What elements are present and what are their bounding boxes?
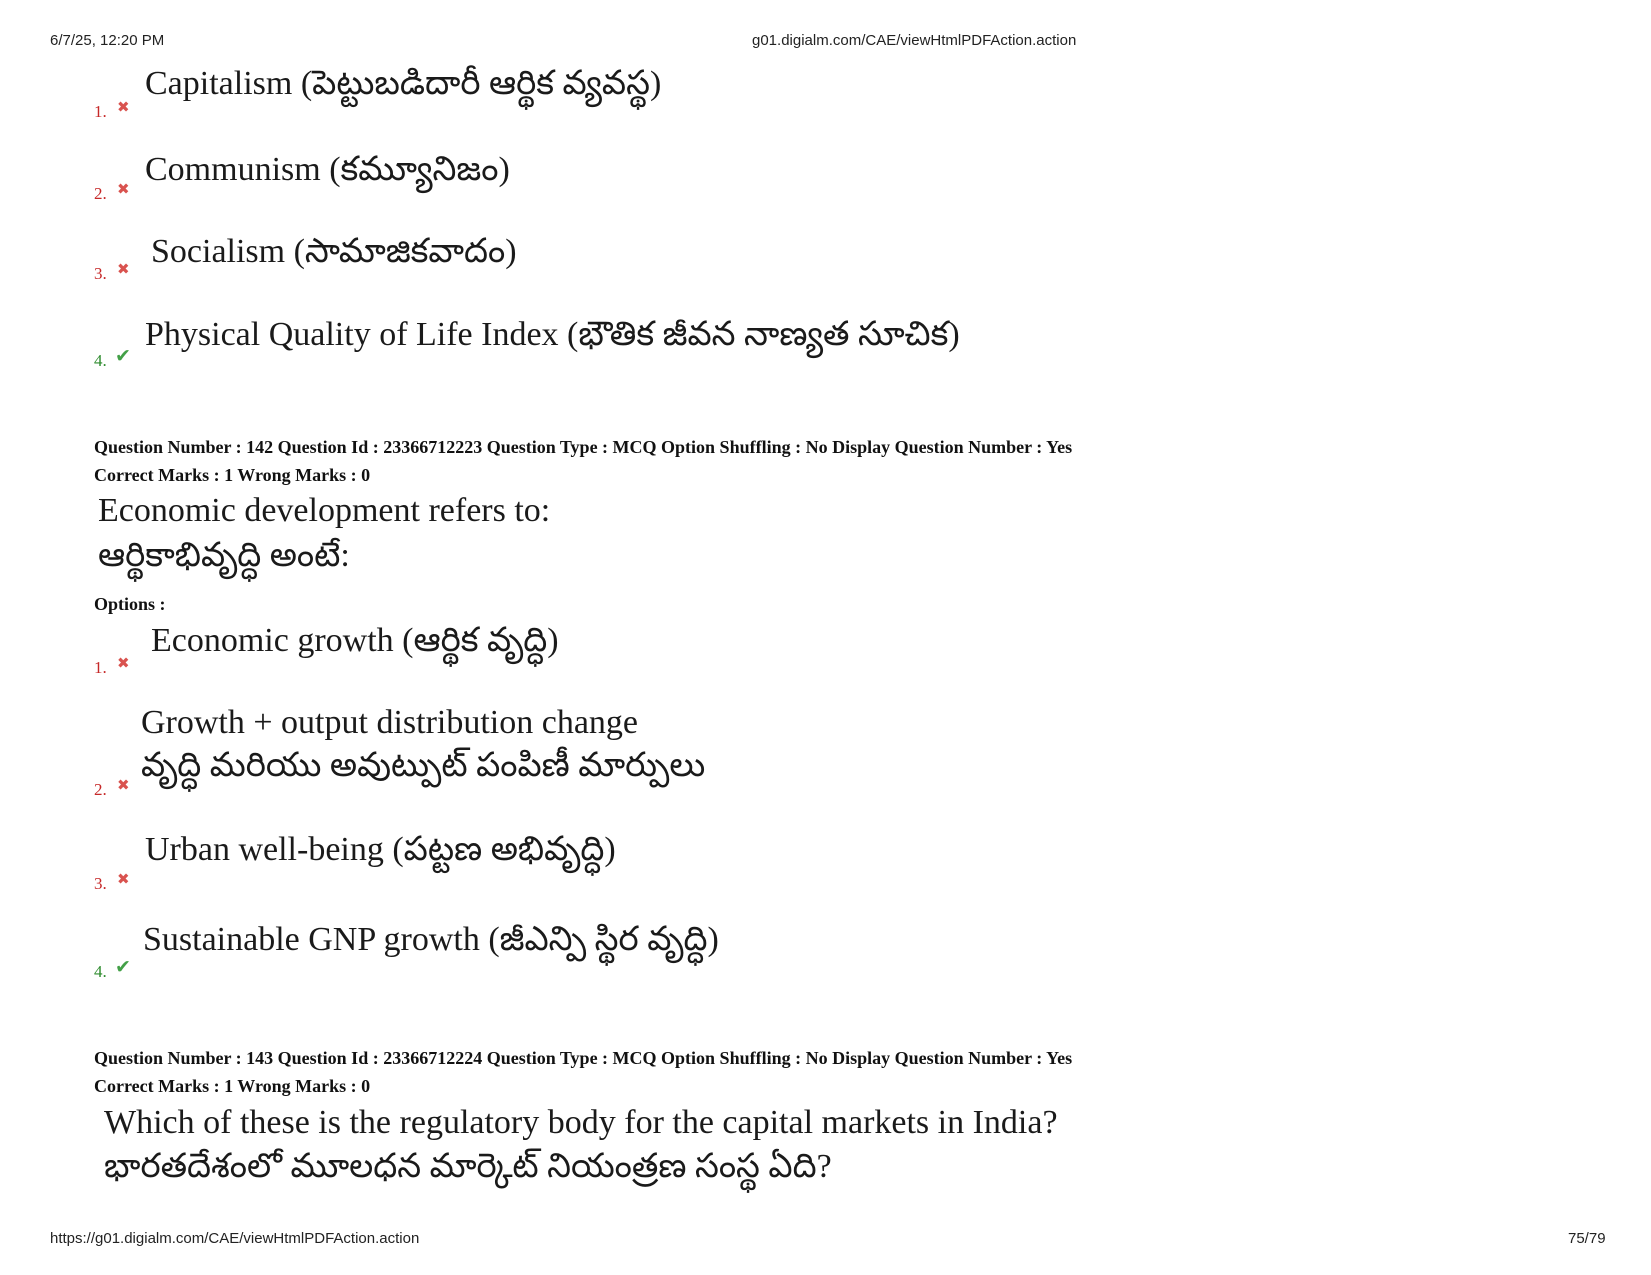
options-label: Options : — [94, 594, 166, 614]
cross-icon: ✖ — [117, 654, 130, 672]
check-icon: ✔ — [115, 956, 131, 978]
option-text: Communism (కమ్యూనిజం) — [145, 151, 510, 188]
option-number: 3. — [94, 874, 107, 893]
question-text-en: Economic development refers to: — [98, 492, 551, 529]
cross-icon: ✖ — [117, 260, 130, 278]
print-datetime: 6/7/25, 12:20 PM — [50, 32, 165, 49]
option-text: Capitalism (పెట్టుబడిదారీ ఆర్థిక వ్యవస్థ) — [145, 65, 662, 102]
option-text-te: వృద్ధి మరియు అవుట్పుట్ పంపిణీ మార్పులు — [141, 747, 706, 784]
option-text: Physical Quality of Life Index (భౌతిక జీవన నాణ్యత సూచిక) — [145, 316, 960, 353]
option-number: 2. — [94, 184, 107, 203]
option-number: 1. — [94, 658, 107, 677]
question-text-te: ఆర్థికాభివృద్ధి అంటే: — [98, 537, 350, 574]
question-text-te: భారతదేశంలో మూలధన మార్కెట్ నియంత్రణ సంస్థ ఏది? — [104, 1148, 832, 1185]
option-text: Sustainable GNP growth (జీఎన్పి స్థిర వృద్ధి) — [143, 921, 719, 958]
print-header-url: g01.digialm.com/CAE/viewHtmlPDFAction.action — [752, 32, 1077, 49]
option-text: Socialism (సామాజికవాదం) — [151, 233, 517, 270]
check-icon: ✔ — [115, 345, 131, 367]
question-meta: Question Number : 142 Question Id : 23366712223 Question Type : MCQ Option Shuffling : No Display Question Number : Yes — [94, 437, 1073, 457]
option-number: 1. — [94, 102, 107, 121]
question-meta: Question Number : 143 Question Id : 23366712224 Question Type : MCQ Option Shuffling : No Display Question Number : Yes — [94, 1048, 1073, 1068]
question-text-en: Which of these is the regulatory body for the capital markets in India? — [104, 1104, 1058, 1141]
option-number: 2. — [94, 780, 107, 799]
option-number: 4. — [94, 962, 107, 981]
cross-icon: ✖ — [117, 776, 130, 794]
option-number: 4. — [94, 351, 107, 370]
marks-meta: Correct Marks : 1 Wrong Marks : 0 — [94, 465, 371, 485]
marks-meta: Correct Marks : 1 Wrong Marks : 0 — [94, 1076, 371, 1096]
option-text: Growth + output distribution change — [141, 704, 639, 741]
option-number: 3. — [94, 264, 107, 283]
cross-icon: ✖ — [117, 180, 130, 198]
option-text: Urban well-being (పట్టణ అభివృద్ధి) — [145, 831, 616, 868]
cross-icon: ✖ — [117, 870, 130, 888]
option-text: Economic growth (ఆర్థిక వృద్ధి) — [151, 622, 559, 659]
page-number: 75/79 — [1568, 1230, 1606, 1247]
cross-icon: ✖ — [117, 98, 130, 116]
print-footer-url: https://g01.digialm.com/CAE/viewHtmlPDFAction.action — [50, 1230, 420, 1247]
